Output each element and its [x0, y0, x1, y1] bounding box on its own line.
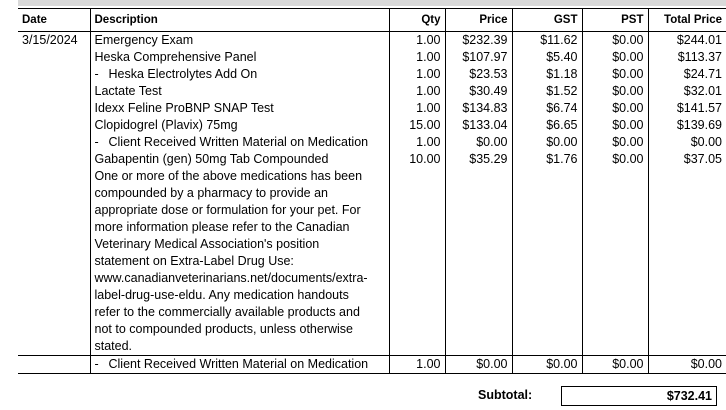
row-description-with-note	[90, 151, 389, 356]
compounding-note-line: Veterinary Medical Association's position	[94, 237, 320, 251]
header-date: Date	[18, 9, 90, 32]
row-description: Emergency Exam	[90, 32, 389, 50]
row-price: $133.04	[445, 117, 512, 134]
row-price: $23.53	[445, 66, 512, 83]
row-description-sub	[90, 356, 389, 374]
row-price: $107.97	[445, 49, 512, 66]
row-pst: $0.00	[582, 134, 648, 151]
row-qty: 10.00	[389, 151, 445, 356]
header-description: Description	[90, 9, 389, 32]
row-pst: $0.00	[582, 117, 648, 134]
row-description-sub	[90, 66, 389, 83]
row-total: $141.57	[648, 100, 726, 117]
table-row	[18, 151, 726, 356]
header-price: Price	[445, 9, 512, 32]
row-total: $139.69	[648, 117, 726, 134]
table-row	[18, 32, 726, 50]
row-total: $37.05	[648, 151, 726, 356]
row-total: $0.00	[648, 134, 726, 151]
row-description: Heska Comprehensive Panel	[90, 49, 389, 66]
row-gst: $11.62	[512, 32, 582, 50]
row-description: Client Received Written Material on Medication	[108, 135, 369, 149]
row-gst: $6.74	[512, 100, 582, 117]
row-description: Gabapentin (gen) 50mg Tab Compounded	[94, 152, 329, 166]
row-qty: 1.00	[389, 100, 445, 117]
subtotal-value: $732.41	[561, 386, 717, 406]
table-header-row	[18, 9, 726, 32]
sub-item-dash: -	[94, 67, 99, 81]
row-price: $134.83	[445, 100, 512, 117]
header-qty: Qty	[389, 9, 445, 32]
compounding-note-line: not to compounded products, unless otherwise	[94, 322, 353, 336]
row-gst: $0.00	[512, 134, 582, 151]
row-pst: $0.00	[582, 100, 648, 117]
row-total: $24.71	[648, 66, 726, 83]
table-row	[18, 83, 726, 100]
header-pst: PST	[582, 9, 648, 32]
row-pst: $0.00	[582, 32, 648, 50]
compounding-note-line: compounded by a pharmacy to provide an	[94, 186, 328, 200]
table-row	[18, 49, 726, 66]
sub-item-dash: -	[94, 357, 99, 371]
invoice-table	[18, 8, 726, 374]
row-gst: $0.00	[512, 356, 582, 374]
row-description: Idexx Feline ProBNP SNAP Test	[90, 100, 389, 117]
compounding-note-line: label-drug-use-eldu. Any medication handouts	[94, 288, 349, 302]
row-price: $30.49	[445, 83, 512, 100]
row-price: $0.00	[445, 134, 512, 151]
row-description-sub	[90, 134, 389, 151]
compounding-note-line: more information please refer to the Canadian	[94, 220, 350, 234]
table-row	[18, 134, 726, 151]
subtotal-label: Subtotal:	[478, 388, 533, 402]
header-band	[18, 0, 726, 6]
row-price: $232.39	[445, 32, 512, 50]
header-total-price: Total Price	[648, 9, 726, 32]
row-description: Heska Electrolytes Add On	[108, 67, 258, 81]
row-qty: 1.00	[389, 49, 445, 66]
row-price: $35.29	[445, 151, 512, 356]
row-qty: 1.00	[389, 66, 445, 83]
row-pst: $0.00	[582, 83, 648, 100]
table-row	[18, 356, 726, 374]
row-description: Lactate Test	[90, 83, 389, 100]
table-row	[18, 117, 726, 134]
table-row	[18, 66, 726, 83]
row-price: $0.00	[445, 356, 512, 374]
sub-item-dash: -	[94, 135, 99, 149]
row-description: Client Received Written Material on Medication	[108, 357, 369, 371]
row-description: Clopidogrel (Plavix) 75mg	[90, 117, 389, 134]
row-pst: $0.00	[582, 49, 648, 66]
row-qty: 15.00	[389, 117, 445, 134]
compounding-note-line: One or more of the above medications has been	[94, 169, 363, 183]
row-total: $244.01	[648, 32, 726, 50]
row-total: $0.00	[648, 356, 726, 374]
row-gst: $1.52	[512, 83, 582, 100]
row-gst: $1.18	[512, 66, 582, 83]
row-gst: $6.65	[512, 117, 582, 134]
row-pst: $0.00	[582, 151, 648, 356]
row-total: $113.37	[648, 49, 726, 66]
row-pst: $0.00	[582, 356, 648, 374]
row-qty: 1.00	[389, 32, 445, 50]
row-qty: 1.00	[389, 356, 445, 374]
compounding-note-line: stated.	[94, 339, 133, 353]
row-pst: $0.00	[582, 66, 648, 83]
header-gst: GST	[512, 9, 582, 32]
row-date: 3/15/2024	[22, 33, 78, 47]
table-row	[18, 100, 726, 117]
row-total: $32.01	[648, 83, 726, 100]
row-qty: 1.00	[389, 134, 445, 151]
compounding-note-line: refer to the commercially available products and	[94, 305, 360, 319]
compounding-note-line: statement on Extra-Label Drug Use:	[94, 254, 294, 268]
compounding-note-line: appropriate dose or formulation for your pet. For	[94, 203, 361, 217]
row-gst: $5.40	[512, 49, 582, 66]
row-qty: 1.00	[389, 83, 445, 100]
row-gst: $1.76	[512, 151, 582, 356]
compounding-note-line: www.canadianveterinarians.net/documents/extra-	[94, 271, 368, 285]
